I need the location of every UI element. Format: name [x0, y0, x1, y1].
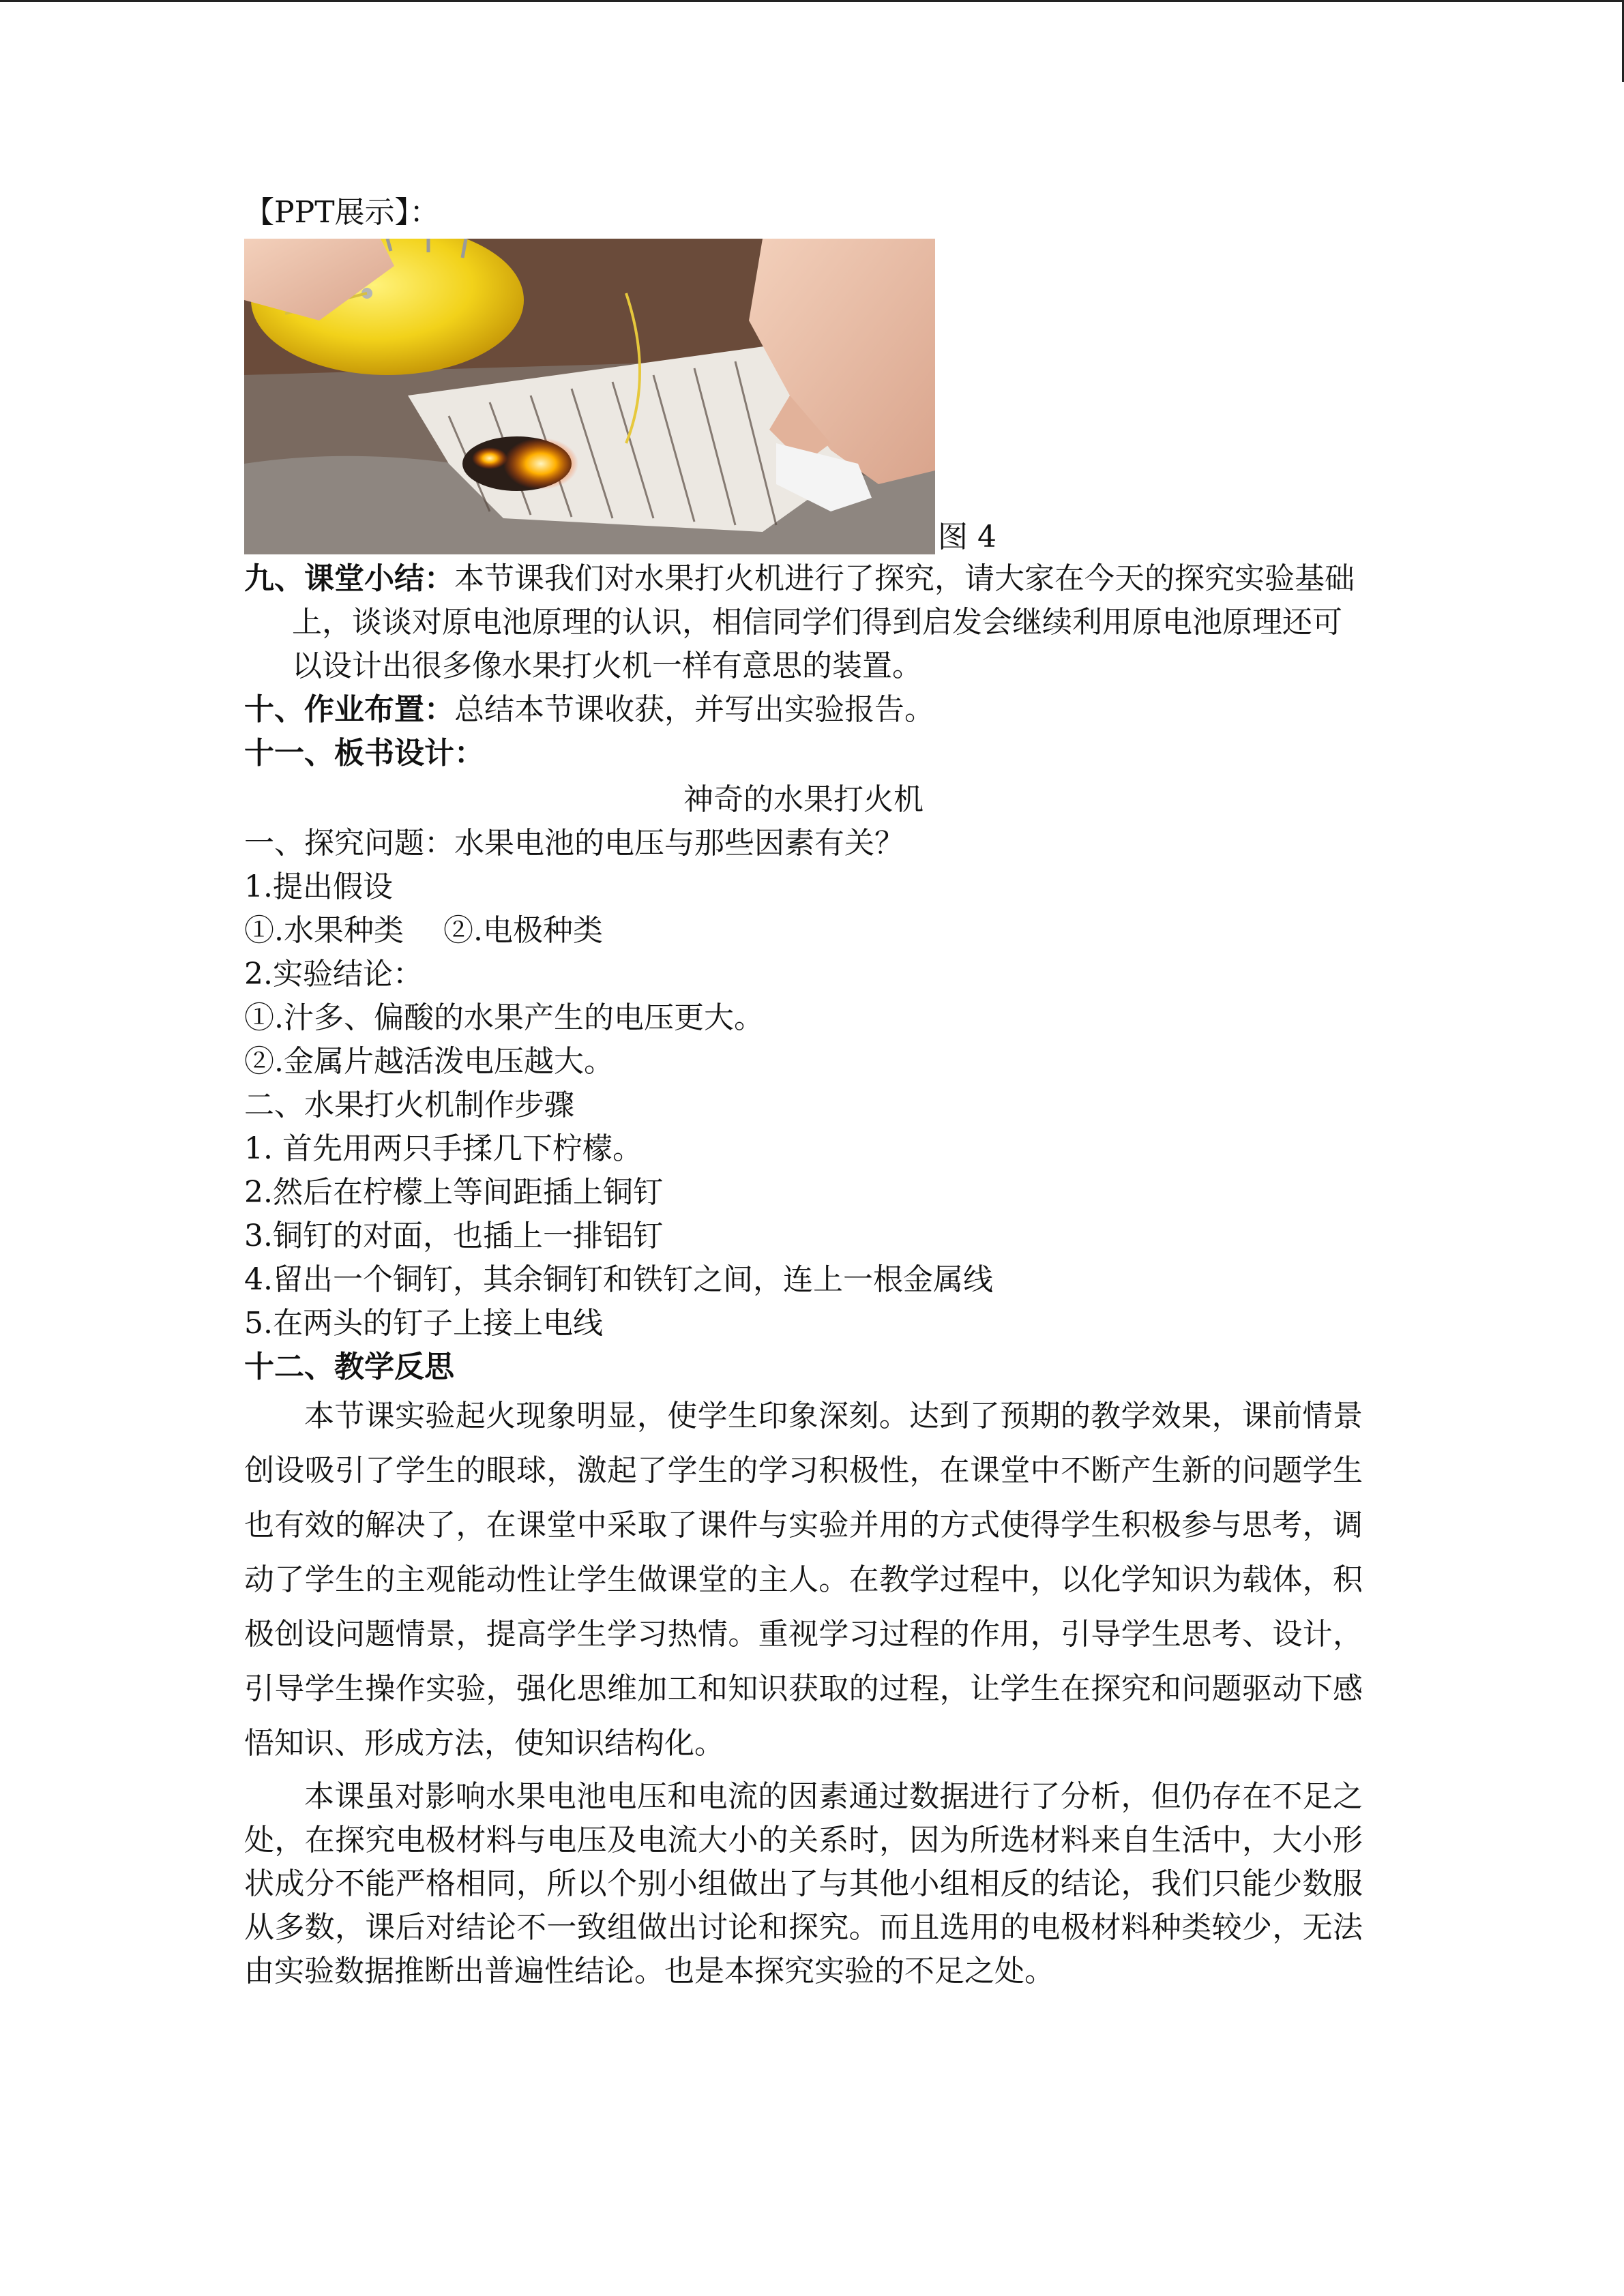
board-line: 二、水果打火机制作步骤	[244, 1088, 574, 1122]
reflection-paragraph-2: 本课虽对影响水果电池电压和电流的因素通过数据进行了分析，但仍存在不足之处，在探究电极材料与电压及电流大小的关系时，因为所选材料来自生活中，大小形状成分不能严格相同，所以个别小组做出了与其他小组相反的结论，我们只能少数服从多数，课后对结论不一致组做出讨论和探究。而且选用的电极材料种类较少，无法由实验数据推断出普遍性结论。也是本探究实验的不足之处。	[244, 1779, 1363, 1988]
board-line: 2.然后在柠檬上等间距插上铜钉	[244, 1175, 663, 1210]
board-line: ①.汁多、偏酸的水果产生的电压更大。	[244, 1000, 764, 1035]
reflection-heading: 十二、教学反思	[244, 1350, 454, 1384]
board-line: ①.水果种类 ②.电极种类	[244, 913, 603, 948]
summary-heading: 九、课堂小结：	[244, 561, 454, 596]
homework-text: 总结本节课收获，并写出实验报告。	[454, 692, 934, 727]
reflection-paragraph-1: 本节课实验起火现象明显，使学生印象深刻。达到了预期的教学效果，课前情景创设吸引了学生的眼球，激起了学生的学习积极性，在课堂中不断产生新的问题学生也有效的解决了，在课堂中采取了课件与实验并用的方式使得学生积极参与思考，调动了学生的主观能动性让学生做课堂的主人。在教学过程中，以化学知识为载体，积极创设问题情景，提高学生学习热情。重视学习过程的作用，引导学生思考、设计，引导学生操作实验，强化思维加工和知识获取的过程，让学生在探究和问题驱动下感悟知识、形成方法，使知识结构化。	[244, 1399, 1363, 1761]
board-line: 1. 首先用两只手揉几下柠檬。	[244, 1131, 643, 1166]
board-heading: 十一、板书设计：	[244, 736, 484, 771]
ppt-label: 【PPT展示】：	[244, 195, 440, 230]
page-top-border	[0, 0, 1624, 2]
figure-4	[244, 239, 1363, 554]
figure-caption: 图 4	[938, 520, 996, 554]
board-line: 3.铜钉的对面，也插上一排铝钉	[244, 1219, 663, 1253]
section-homework	[244, 688, 1363, 732]
board-line: ②.金属片越活泼电压越大。	[244, 1044, 614, 1079]
board-title: 神奇的水果打火机	[683, 782, 924, 817]
document-body	[244, 191, 1363, 1993]
homework-heading: 十、作业布置：	[244, 692, 454, 727]
board-line: 5.在两头的钉子上接上电线	[244, 1306, 603, 1341]
board-line: 一、探究问题：水果电池的电压与那些因素有关？	[244, 826, 904, 861]
summary-text: 本节课我们对水果打火机进行了探究，请大家在今天的探究实验基础上，谈谈对原电池原理的认识，相信同学们得到启发会继续利用原电池原理还可以设计出很多像水果打火机一样有意思的装置。	[292, 561, 1355, 683]
board-line: 2.实验结论：	[244, 957, 423, 992]
lemon-lighter-photo	[244, 239, 935, 554]
board-line: 1.提出假设	[244, 869, 393, 904]
board-line: 4.留出一个铜钉，其余铜钉和铁钉之间，连上一根金属线	[244, 1262, 993, 1297]
section-summary	[244, 557, 1363, 688]
